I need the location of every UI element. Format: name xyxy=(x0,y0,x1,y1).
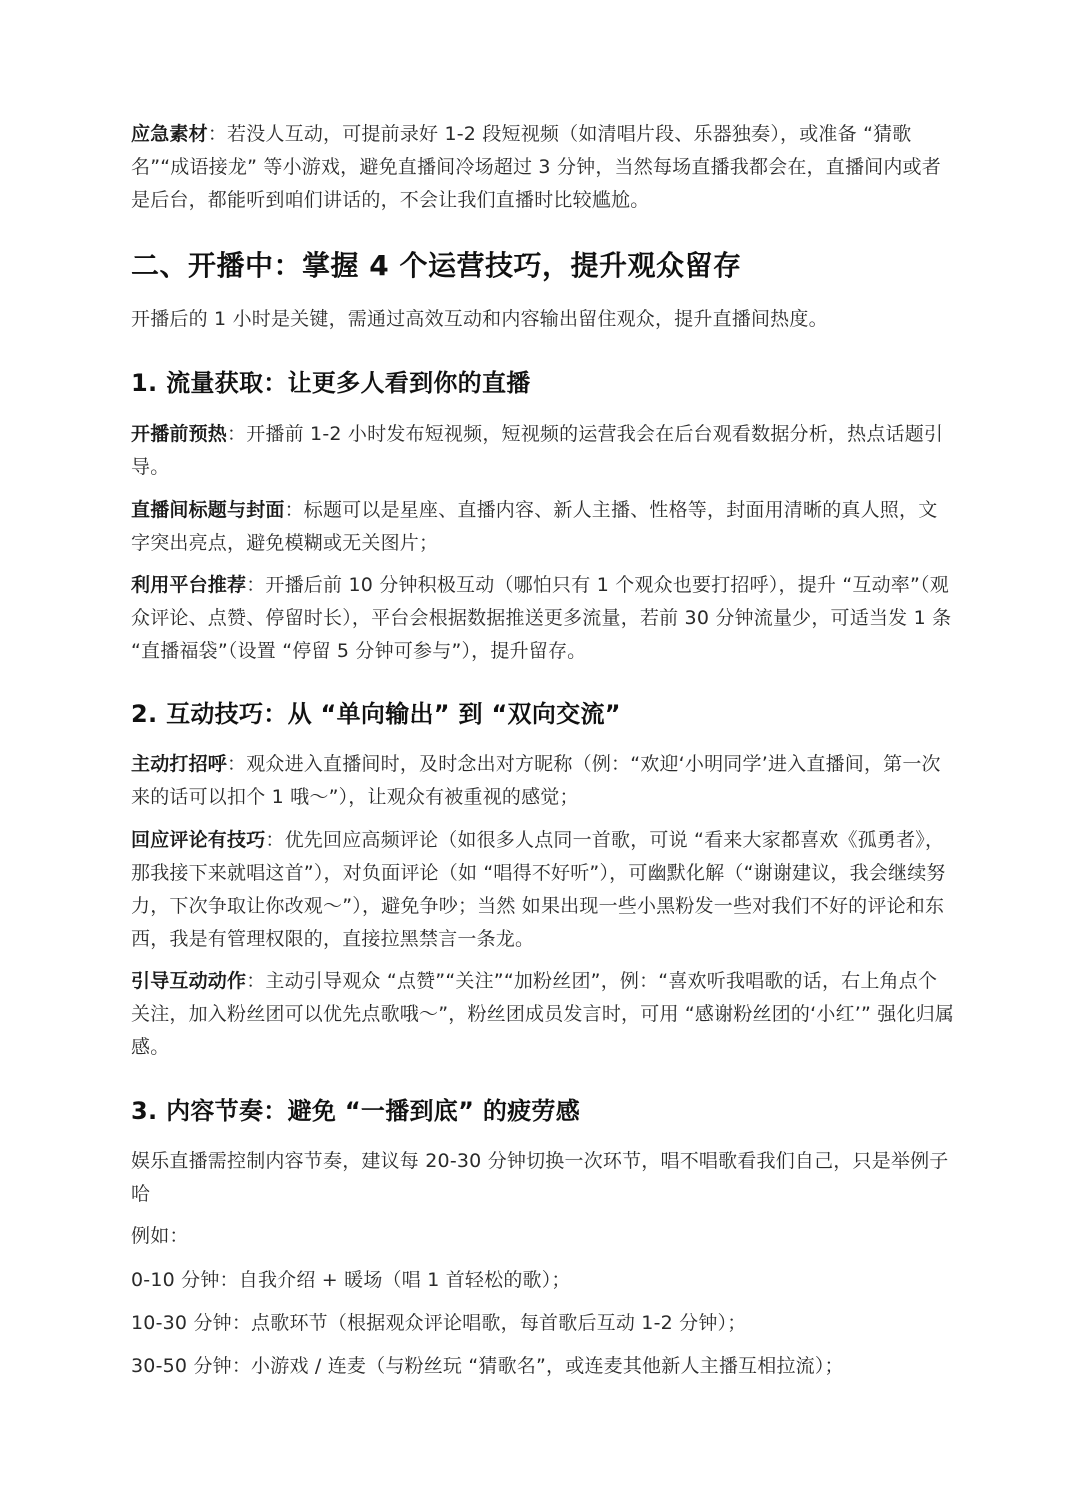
emergency-material-label: 应急素材 xyxy=(131,123,208,145)
greeting-text: ：观众进入直播间时，及时念出对方昵称（例：“欢迎‘小明同学’进入直播间，第一次来的话可以扣个 1 哦～”），让观众有被重视的感觉； xyxy=(131,753,941,808)
preheat-paragraph xyxy=(131,418,956,484)
section2-title: 二、开播中：掌握 4 个运营技巧，提升观众留存 xyxy=(131,249,742,282)
schedule-item: 0-10 分钟：自我介绍 + 暖场（唱 1 首轻松的歌）； xyxy=(131,1269,571,1291)
reply-comments-label: 回应评论有技巧 xyxy=(131,829,266,851)
example-label: 例如： xyxy=(131,1225,189,1247)
section2-description: 开播后的 1 小时是关键，需通过高效互动和内容输出留住观众，提升直播间热度。 xyxy=(131,308,828,330)
preheat-label: 开播前预热 xyxy=(131,423,228,445)
schedule-item: 10-30 分钟：点歌环节（根据观众评论唱歌，每首歌后互动 1-2 分钟）； xyxy=(131,1312,747,1334)
greeting-paragraph xyxy=(131,748,956,814)
subsection1-title: 1. 流量获取：让更多人看到你的直播 xyxy=(131,369,531,397)
preheat-text: ：开播前 1-2 小时发布短视频，短视频的运营我会在后台观看数据分析，热点话题引导。 xyxy=(131,423,944,478)
guide-interaction-label: 引导互动动作 xyxy=(131,970,247,992)
emergency-material-paragraph xyxy=(131,118,956,217)
schedule-item: 30-50 分钟：小游戏 / 连麦（与粉丝玩 “猜歌名”，或连麦其他新人主播互相拉流）； xyxy=(131,1355,844,1377)
guide-interaction-text: ：主动引导观众 “点赞”“关注”“加粉丝团”，例：“喜欢听我唱歌的话，右上角点个关注，加入粉丝团可以优先点歌哦～”，粉丝团成员发言时，可用 “感谢粉丝团的‘小红’” 强化归属感。 xyxy=(131,970,955,1058)
reply-comments-paragraph xyxy=(131,824,956,956)
subsection2-title: 2. 互动技巧：从 “单向输出” 到 “双向交流” xyxy=(131,700,621,728)
platform-recommend-paragraph xyxy=(131,569,956,668)
title-cover-text: ：标题可以是星座、直播内容、新人主播、性格等，封面用清晰的真人照，文字突出亮点，避免模糊或无关图片； xyxy=(131,499,938,554)
emergency-material-text: ：若没人互动，可提前录好 1-2 段短视频（如清唱片段、乐器独奏），或准备 “猜歌名”“成语接龙” 等小游戏，避免直播间冷场超过 3 分钟，当然每场直播我都会在，直播间内或者是后台，都能听到咱们讲话的，不会让我们直播时比较尴尬。 xyxy=(131,123,941,211)
platform-recommend-label: 利用平台推荐 xyxy=(131,574,247,596)
subsection3-title: 3. 内容节奏：避免 “一播到底” 的疲劳感 xyxy=(131,1097,581,1125)
title-cover-paragraph xyxy=(131,494,956,560)
title-cover-label: 直播间标题与封面 xyxy=(131,499,285,521)
subsection3-description: 娱乐直播需控制内容节奏，建议每 20-30 分钟切换一次环节，唱不唱歌看我们自己，只是举例子哈 xyxy=(131,1150,949,1205)
guide-interaction-paragraph xyxy=(131,965,956,1064)
reply-comments-text: ：优先回应高频评论（如很多人点同一首歌，可说 “看来大家都喜欢《孤勇者》，那我接下来就唱这首”），对负面评论（如 “唱得不好听”），可幽默化解（“谢谢建议，我会继续努力，下次争取让你改观～”），避免争吵；当然 如果出现一些小黑粉发一些对我们不好的评论和东西，我是有管理权限的，直接拉黑禁言一条龙。 xyxy=(131,829,946,950)
platform-recommend-text: ：开播后前 10 分钟积极互动（哪怕只有 1 个观众也要打招呼），提升 “互动率”（观众评论、点赞、停留时长），平台会根据数据推送更多流量，若前 30 分钟流量少，可适当发 1 条 “直播福袋”（设置 “停留 5 分钟可参与”），提升留存。 xyxy=(131,574,952,662)
greeting-label: 主动打招呼 xyxy=(131,753,228,775)
